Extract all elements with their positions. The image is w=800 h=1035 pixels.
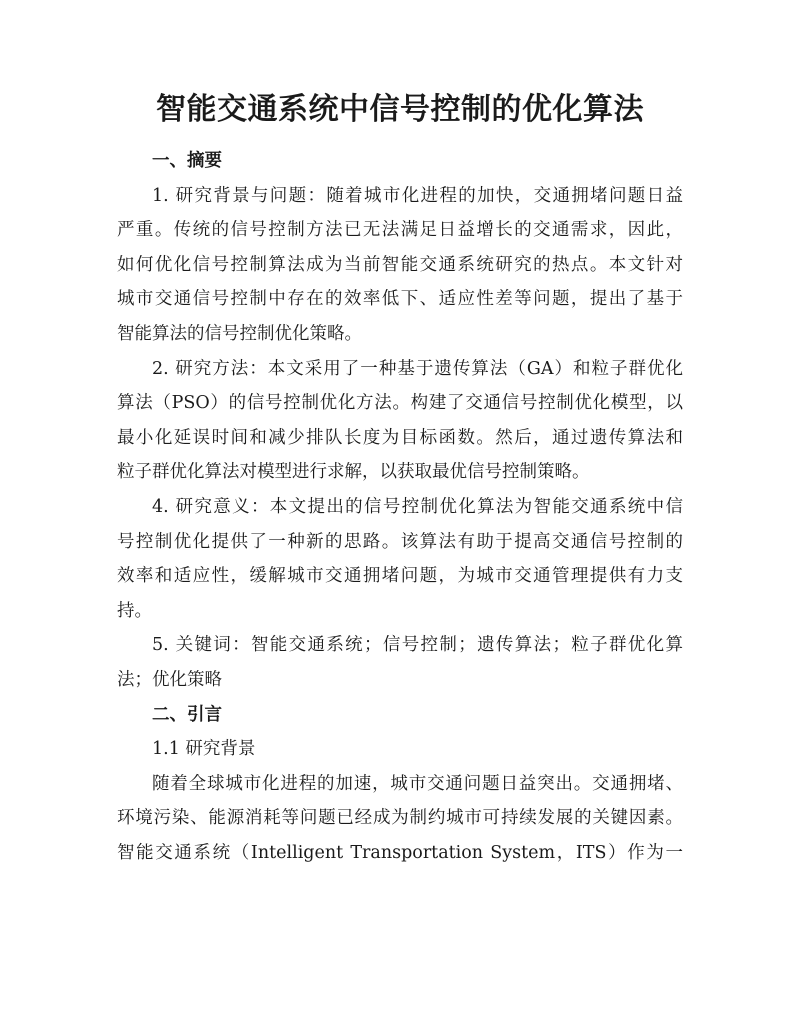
- paragraph-line: 4. 研究意义：本文提出的信号控制优化算法为智能交通系统中信: [152, 496, 683, 517]
- paragraph-line: 算法（PSO）的信号控制优化方法。构建了交通信号控制优化模型，以: [117, 393, 683, 414]
- paragraph-line: 智能算法的信号控制优化策略。: [117, 323, 362, 344]
- paragraph-line: 城市交通信号控制中存在的效率低下、适应性差等问题，提出了基于: [117, 289, 683, 310]
- paragraph-line: 效率和适应性，缓解城市交通拥堵问题，为城市交通管理提供有力支: [117, 566, 683, 587]
- paragraph-line: 严重。传统的信号控制方法已无法满足日益增长的交通需求，因此，: [117, 220, 683, 241]
- paragraph-line: 粒子群优化算法对模型进行求解，以获取最优信号控制策略。: [117, 462, 590, 483]
- section-heading-abstract: 一、摘要: [152, 151, 222, 171]
- document-title: 智能交通系统中信号控制的优化算法: [156, 92, 644, 127]
- paragraph-line: 1. 研究背景与问题：随着城市化进程的加快，交通拥堵问题日益: [152, 185, 683, 206]
- paragraph-line: 如何优化信号控制算法成为当前智能交通系统研究的热点。本文针对: [117, 254, 683, 275]
- paragraph-line: 持。: [117, 600, 152, 621]
- subsection-heading: 1.1 研究背景: [152, 739, 256, 760]
- paragraph-line: 法；优化策略: [117, 669, 222, 690]
- paragraph-line: 随着全球城市化进程的加速，城市交通问题日益突出。交通拥堵、: [152, 773, 683, 794]
- paragraph-line: 智能交通系统（Intelligent Transportation System，ITS）作为一: [117, 842, 683, 863]
- paragraph-line: 5. 关键词：智能交通系统；信号控制；遗传算法；粒子群优化算: [152, 635, 683, 656]
- paragraph-line: 2. 研究方法：本文采用了一种基于遗传算法（GA）和粒子群优化: [152, 358, 683, 379]
- paragraph-line: 最小化延误时间和减少排队长度为目标函数。然后，通过遗传算法和: [117, 427, 683, 448]
- section-heading-introduction: 二、引言: [152, 704, 222, 725]
- document-body: [117, 144, 683, 870]
- paragraph-line: 环境污染、能源消耗等问题已经成为制约城市可持续发展的关键因素。: [117, 808, 683, 829]
- paragraph-line: 号控制优化提供了一种新的思路。该算法有助于提高交通信号控制的: [117, 531, 683, 552]
